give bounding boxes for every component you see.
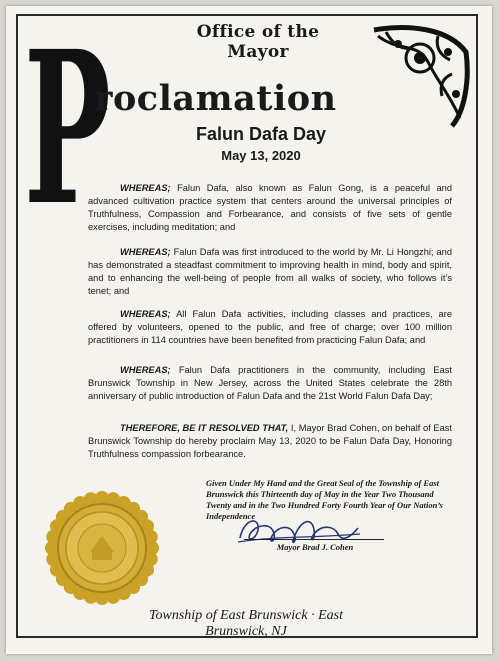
clause-text: Falun Dafa, also known as Falun Gong, is a peaceful and advanced cultivation practice system that centers around the universal principles of Truthfulness, Compassion and Forbearance, and consists of five sets of gentle exercises, including meditation; and bbox=[88, 183, 452, 232]
proclamation-date: May 13, 2020 bbox=[221, 148, 301, 163]
clause-lead: WHEREAS; bbox=[120, 247, 171, 257]
clause-text: I, Mayor Brad Cohen, on behalf of East Brunswick Township do hereby proclaim May 13, 2020 to be Falun Dafa Day, Honoring Truthfulness compassion forbearance. bbox=[88, 423, 452, 459]
whereas-clause-3 bbox=[88, 308, 452, 347]
clause-text: Falun Dafa practitioners in the community, including East Brunswick Township in New Jersey, across the United States celebrate the 28th anniversary of public introduction of Falun Dafa and the 21st World Falun Dafa Day; bbox=[88, 365, 452, 401]
proclamation-initial: P bbox=[24, 5, 111, 252]
whereas-clause-4 bbox=[88, 364, 452, 403]
clause-text: Falun Dafa was first introduced to the world by Mr. Li Hongzhi; and has demonstrated a steadfast commitment to improving health in mind, body and spirit, and to enhancing the well-being of people from all walks of society, who follows it’s tenet; and bbox=[88, 247, 452, 296]
office-heading: Office of the Mayor bbox=[196, 22, 320, 62]
clause-lead: WHEREAS; bbox=[120, 183, 171, 193]
mayor-name: Mayor Brad J. Cohen bbox=[276, 542, 354, 552]
corner-ornament-icon bbox=[368, 22, 472, 132]
township-footer: Township of East Brunswick · East Brunswick, NJ bbox=[149, 608, 343, 639]
proclamation-title: Falun Dafa Day bbox=[195, 124, 327, 144]
clause-lead: WHEREAS; bbox=[120, 309, 171, 319]
proclamation-sheet bbox=[6, 6, 492, 654]
clause-lead: WHEREAS; bbox=[120, 365, 171, 375]
whereas-clause-1 bbox=[88, 182, 452, 234]
resolution-clause bbox=[88, 422, 452, 461]
attestation-text: Given Under My Hand and the Great Seal of the Township of East Brunswick this Thirteenth day of May in the Year Two Thousand Twenty and in the Two Hundred Forty Fourth Year of Our Nation’s Independence bbox=[206, 478, 443, 521]
signature-line bbox=[244, 539, 384, 540]
proclamation-heading: roclamation bbox=[94, 78, 337, 119]
gold-seal-icon bbox=[44, 490, 160, 606]
clause-text: All Falun Dafa activities, including classes and practices, are offered by volunteers, opened to the public, and free of charge; over 100 million practitioners in 114 countries have been benefited from practicing Falun Dafa; and bbox=[88, 309, 452, 345]
clause-lead: THEREFORE, BE IT RESOLVED THAT, bbox=[120, 423, 289, 433]
whereas-clause-2 bbox=[88, 246, 452, 298]
